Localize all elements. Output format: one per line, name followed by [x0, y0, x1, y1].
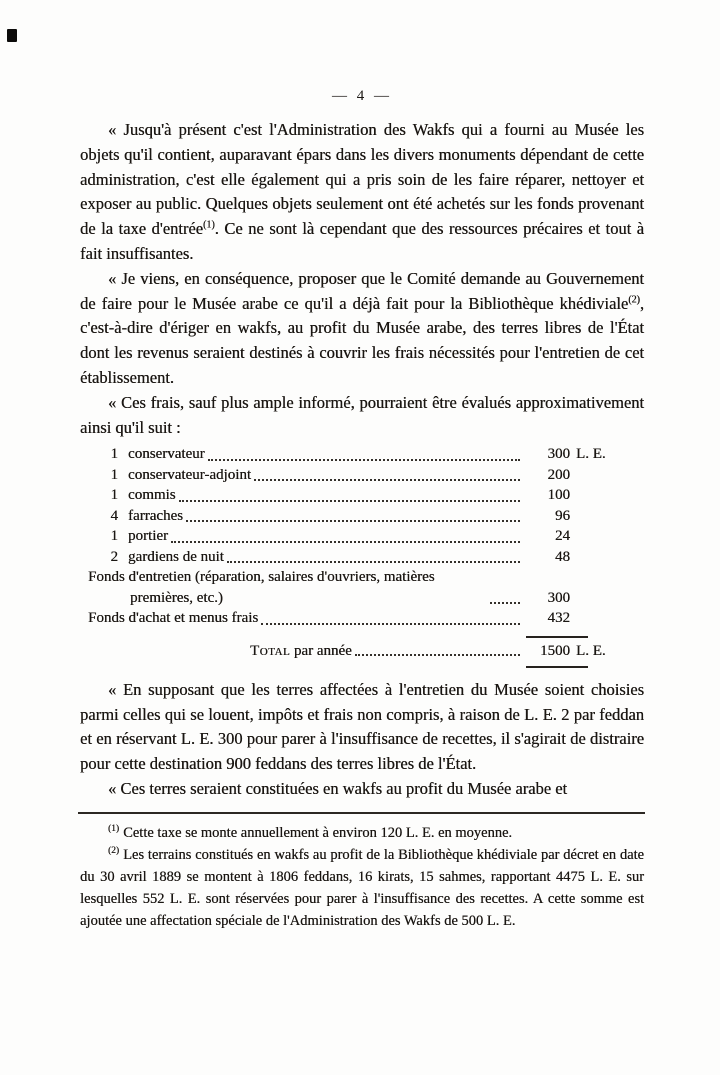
body-paragraphs-top	[80, 118, 644, 440]
expense-amount-value: 48	[555, 548, 570, 565]
paragraph-text: « Ces terres seraient constituées en wakfs au profit du Musée arabe et	[108, 779, 568, 799]
expense-amount-currency: L. E.	[576, 446, 606, 463]
total-label-smallcaps: Total	[250, 642, 291, 659]
paragraph	[80, 777, 644, 802]
expense-amount-currency	[576, 588, 620, 609]
paragraph	[80, 118, 644, 267]
total-amount-currency: L. E.	[576, 642, 606, 659]
page-content	[80, 0, 644, 932]
expense-quantity: 1	[110, 528, 118, 545]
table-total-row	[80, 643, 644, 660]
footnote-separator-rule	[78, 812, 645, 814]
footnote-text: Cette taxe se monte annuellement à environ 120 L. E. en moyenne.	[123, 824, 513, 841]
expense-row	[80, 526, 644, 547]
expense-quantity: 4	[110, 507, 118, 524]
expense-table	[80, 444, 644, 629]
total-amount	[524, 643, 620, 660]
footnote-marker: (1)	[203, 219, 215, 231]
expense-amount	[524, 547, 620, 568]
expense-label: Fonds d'entretien (réparation, salaires d'ouvriers, matières premières, etc.)	[88, 569, 435, 606]
expense-label: Fonds d'achat et menus frais	[88, 610, 259, 627]
total-block	[80, 633, 644, 672]
expense-row	[80, 567, 644, 608]
expense-quantity: 1	[110, 446, 118, 463]
footnote-marker: (2)	[108, 846, 120, 857]
body-paragraphs-bottom	[80, 678, 644, 802]
expense-row	[80, 506, 644, 527]
expense-amount-currency	[576, 485, 620, 506]
footnote	[80, 822, 644, 844]
expense-amount-currency	[576, 465, 620, 486]
total-amount-value: 1500	[540, 642, 570, 659]
expense-amount	[524, 608, 620, 629]
dotted-leader	[227, 561, 520, 563]
expense-quantity: 1	[110, 487, 118, 504]
expense-amount-value: 432	[547, 610, 570, 627]
expense-amount-value: 200	[547, 466, 570, 483]
expense-amount-value: 24	[555, 528, 570, 545]
expense-amount-currency	[576, 608, 620, 629]
expense-amount-value: 96	[555, 507, 570, 524]
expense-row	[80, 465, 644, 486]
expense-amount	[524, 506, 620, 527]
expense-label: conservateur	[128, 446, 205, 463]
footnote-marker: (1)	[108, 824, 120, 835]
footnote	[80, 844, 644, 932]
footnotes	[80, 822, 644, 932]
paragraph-text: « Ces frais, sauf plus ample informé, pourraient être évalués approximativement ainsi qu'il suit :	[80, 392, 644, 437]
total-label	[250, 643, 352, 660]
expense-amount-value: 300	[547, 589, 570, 606]
paragraph-text: « En supposant que les terres affectées à l'entretien du Musée soient choisies parmi celles qui se louent, impôts et frais non compris, à raison de L. E. 2 par feddan et en réservant L. E. 300 pour parer à l'insuffisance de recettes, il s'agirait de distraire pour cette destination 900 feddans des terres libres de l'État.	[80, 679, 644, 774]
expense-quantity: 1	[110, 466, 118, 483]
expense-amount-value: 300	[547, 446, 570, 463]
dotted-leader	[261, 623, 520, 625]
dotted-leader	[490, 602, 520, 604]
expense-row	[80, 547, 644, 568]
expense-label: portier	[128, 528, 168, 545]
paragraph-text: , c'est-à-dire d'ériger en wakfs, au profit du Musée arabe, des terres libres de l'État dont les revenus seraient destinés à couvrir les frais nécessités pour l'entretien de cet établissement.	[80, 293, 644, 387]
paragraph-text: « Je viens, en conséquence, proposer que le Comité demande au Gouvernement de faire pour le Musée arabe ce qu'il a déjà fait pour la Bibliothèque khédiviale	[80, 268, 644, 313]
dotted-leader	[355, 654, 520, 656]
expense-label: farraches	[128, 507, 183, 524]
expense-amount	[524, 485, 620, 506]
expense-row	[80, 485, 644, 506]
expense-quantity: 2	[110, 548, 118, 565]
paragraph	[80, 391, 644, 441]
expense-label: gardiens de nuit	[128, 548, 224, 565]
footnote-marker: (2)	[628, 294, 640, 306]
expense-label: conservateur-adjoint	[128, 466, 251, 483]
paragraph-text: « Jusqu'à présent c'est l'Administration des Wakfs qui a fourni au Musée les objets qu'il contient, auparavant épars dans les divers monuments dépendant de cette administration, c'est elle également qui a pris soin de les faire réparer, nettoyer et exposer au public. Quelques objets seulement ont été achetés sur les fonds provenant de la taxe d'entrée	[80, 120, 644, 239]
expense-amount	[524, 444, 620, 465]
expense-amount	[524, 465, 620, 486]
paragraph	[80, 678, 644, 777]
total-label-rest: par année	[290, 642, 352, 659]
expense-amount-value: 100	[547, 487, 570, 504]
expense-amount	[524, 588, 620, 609]
dotted-leader	[208, 459, 520, 461]
dotted-leader	[171, 541, 520, 543]
paragraph-text: . Ce ne sont là cependant que des ressources précaires et tout à fait insuffisantes.	[80, 219, 644, 263]
scan-ink-blot	[7, 29, 17, 42]
expense-amount-currency	[576, 547, 620, 568]
paragraph	[80, 267, 644, 391]
expense-row	[80, 444, 644, 465]
expense-amount	[524, 526, 620, 547]
dotted-leader	[186, 520, 520, 522]
expense-label: commis	[128, 487, 176, 504]
footnote-text: Les terrains constitués en wakfs au profit de la Bibliothèque khédiviale par décret en date du 30 avril 1889 se montent à 1806 feddans, 16 kirats, 15 sahmes, rapportant 4475 L. E. sur lesquelles 552 L. E. sont réservées pour parer à l'insuffisance des recettes. A cette somme est ajoutée une affectation spéciale de l'Administration des Wakfs de 500 L. E.	[80, 846, 644, 929]
expense-row	[80, 608, 644, 629]
dotted-leader	[254, 479, 520, 481]
expense-amount-currency	[576, 506, 620, 527]
expense-amount-currency	[576, 526, 620, 547]
page-number: — 4 —	[332, 88, 392, 104]
dotted-leader	[179, 500, 521, 502]
